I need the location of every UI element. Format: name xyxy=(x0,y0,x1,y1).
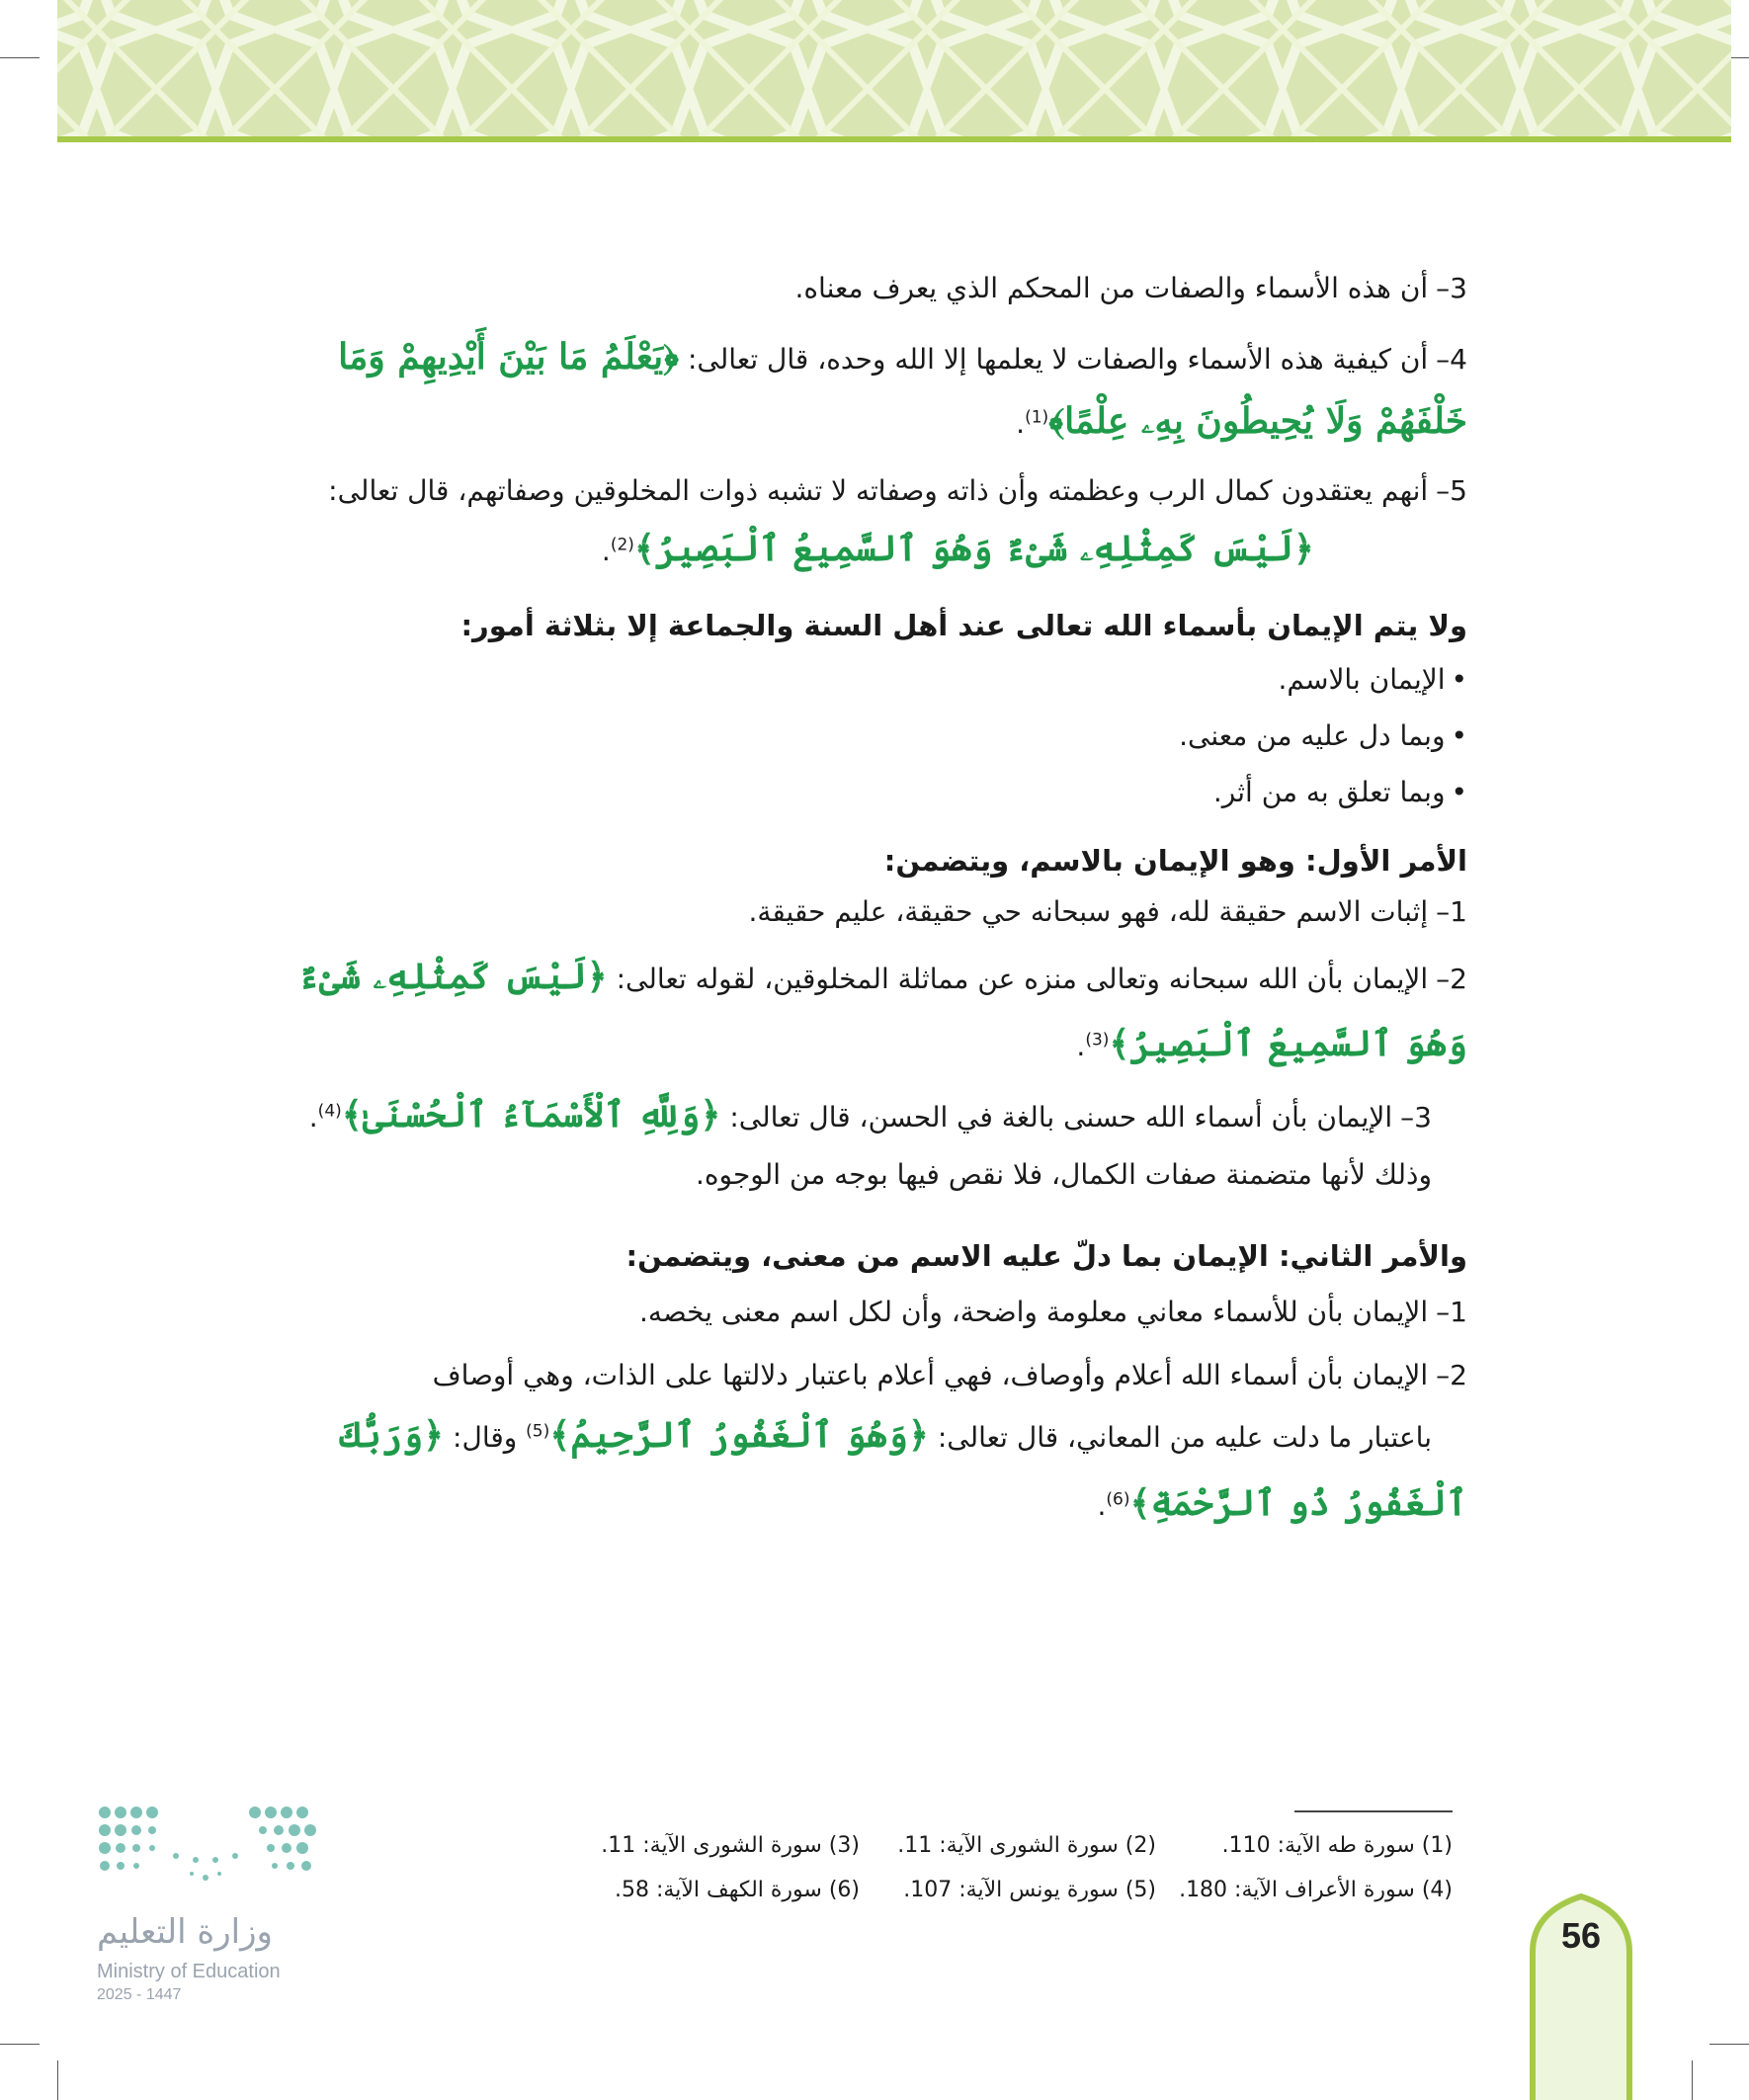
footnote-ref: (3) xyxy=(1085,1030,1110,1050)
crop-mark xyxy=(57,2060,58,2100)
list-item: • الإيمان بالاسم. xyxy=(247,658,1467,703)
first-item-3-explanation: وذلك لأنها متضمنة صفات الكمال، فلا نقص فيها بوجه من الوجوه. xyxy=(695,1158,1432,1192)
item-text: أن هذه الأسماء والصفات من المحكم الذي يعرف معناه. xyxy=(794,272,1429,304)
quran-verse: ﴿وَهُوَ ٱلْغَفُورُ ٱلرَّحِيمُ﴾ xyxy=(549,1414,929,1457)
geometric-pattern-icon xyxy=(57,0,1731,138)
item-4: 4–أن كيفية هذه الأسماء والصفات لا يعلمها إلا الله وحده، قال تعالى: ﴿يَعْلَمُ مَا بَيْنَ أَيْدِيهِمْ وَمَا خَلْفَهُمْ وَلَا يُحِيطُونَ بِهِۦ عِلْمًا﴾$^{(1)}$. xyxy=(338,335,1467,442)
item-text: وقال: xyxy=(444,1421,527,1455)
crop-mark xyxy=(0,57,40,58)
item-number: 5– xyxy=(1436,474,1467,508)
item-text: الإيمان بأن للأسماء معاني معلومة واضحة، وأن لكل اسم معنى يخصه. xyxy=(638,1296,1429,1329)
section-heading-first: الأمر الأول: وهو الإيمان بالاسم، ويتضمن: xyxy=(883,844,1467,879)
list-item: • وبما دل عليه من معنى. xyxy=(247,714,1467,759)
footnote-divider xyxy=(1294,1810,1453,1812)
intro-statement: ولا يتم الإيمان بأسماء الله تعالى عند أهل السنة والجماعة إلا بثلاثة أمور: xyxy=(460,608,1467,642)
first-item-3: 3–الإيمان بأن أسماء الله حسنى بالغة في الحسن، قال تعالى: ﴿وَلِلَّهِ ٱلْأَسْمَآءُ ٱلْحُسْنَىٰ﴾$^{(4)}$. xyxy=(247,1083,1467,1147)
item-number: 2– xyxy=(1436,962,1467,995)
section-heading-second: والأمر الثاني: الإيمان بما دلّ عليه الاسم من معنى، ويتضمن: xyxy=(625,1238,1467,1273)
footnote-ref: (1) xyxy=(1025,407,1049,428)
header-divider xyxy=(57,136,1731,142)
item-text: الإيمان بأن أسماء الله حسنى بالغة في الحسن، قال تعالى: xyxy=(720,1101,1393,1134)
quran-verse: ﴿لَيْسَ كَمِثْلِهِۦ شَىْءٌ وَهُوَ ٱلسَّمِيعُ ٱلْبَصِيرُ﴾ xyxy=(633,527,1314,569)
list-item: • وبما تعلق به من أثر. xyxy=(247,771,1467,815)
item-number: 1– xyxy=(1436,1296,1467,1329)
item-3 xyxy=(247,267,1467,311)
item-text: إثبات الاسم حقيقة لله، فهو سبحانه حي حقيقة، عليم حقيقة. xyxy=(748,894,1429,928)
footnote: (6) سورة الكهف الآية: 58. xyxy=(615,1878,860,1902)
item-text: أن كيفية هذه الأسماء والصفات لا يعلمها إلا الله وحده، قال تعالى: xyxy=(679,342,1429,376)
second-item-1 xyxy=(247,1291,1467,1335)
footnote: (4) سورة الأعراف الآية: 180. xyxy=(1179,1878,1453,1902)
crop-mark xyxy=(0,2044,40,2045)
ministry-name-arabic: وزارة التعليم xyxy=(97,1912,273,1952)
crop-mark xyxy=(1709,2044,1749,2045)
quran-verse: ﴿وَلِلَّهِ ٱلْأَسْمَآءُ ٱلْحُسْنَىٰ﴾ xyxy=(341,1094,721,1136)
footnote-ref: (2) xyxy=(610,535,634,555)
item-text: أنهم يعتقدون كمال الرب وعظمته وأن ذاته وصفاته لا تشبه ذوات المخلوقين وصفاتهم، قال تعالى: xyxy=(328,474,1429,508)
item-number: 2– xyxy=(1436,1359,1467,1392)
footnote-ref: (5) xyxy=(526,1421,550,1442)
quran-verse: ﴿يَعْلَمُ مَا بَيْنَ أَيْدِيهِمْ وَمَا خَلْفَهُمْ وَلَا يُحِيطُونَ بِهِۦ عِلْمًا﴾ xyxy=(338,335,1467,442)
first-item-1 xyxy=(247,890,1467,935)
item-number: 3– xyxy=(1436,272,1467,304)
crop-mark xyxy=(1692,2060,1693,2100)
item-number: 3– xyxy=(1400,1101,1432,1134)
ministry-year: 2025 - 1447 xyxy=(97,1986,182,2003)
item-number: 1– xyxy=(1436,894,1467,928)
footnote: (3) سورة الشورى الآية: 11. xyxy=(601,1833,860,1858)
item-number: 4– xyxy=(1436,342,1467,376)
item-5: 5–أنهم يعتقدون كمال الرب وعظمته وأن ذاته وصفاته لا تشبه ذوات المخلوقين وصفاتهم، قال تعالى: ﴿لَيْسَ كَمِثْلِهِۦ شَىْءٌ وَهُوَ ٱلسَّمِيعُ ٱلْبَصِيرُ﴾$^{(2)}$. xyxy=(247,466,1467,580)
quran-verse: ﴿لَيْسَ كَمِثْلِهِۦ شَىْءٌ وَهُوَ ٱلسَّمِيعُ ٱلْبَصِيرُ﴾ xyxy=(297,955,1467,1064)
ministry-name-english: Ministry of Education xyxy=(97,1961,281,1982)
footnote-ref: (6) xyxy=(1106,1489,1130,1510)
footnote: (5) سورة يونس الآية: 107. xyxy=(903,1878,1156,1902)
footnote: (1) سورة طه الآية: 110. xyxy=(1221,1833,1453,1858)
item-text: باعتبار ما دلت عليه من المعاني، قال تعالى: xyxy=(928,1421,1432,1455)
item-text: الإيمان بأن الله سبحانه وتعالى منزه عن مماثلة المخلوقين، لقوله تعالى: xyxy=(607,962,1429,995)
page-number: 56 xyxy=(1560,1915,1602,1956)
item-text: الإيمان بأن أسماء الله أعلام وأوصاف، فهي أعلام باعتبار دلالتها على الذات، وهي أوصاف xyxy=(432,1359,1429,1392)
footnote: (2) سورة الشورى الآية: 11. xyxy=(897,1833,1156,1858)
footnote-ref: (4) xyxy=(317,1102,342,1122)
header-pattern xyxy=(57,0,1731,138)
quran-verse: ﴿وَرَبُّكَ ٱلْغَفُورُ ذُو ٱلرَّحْمَةِ﴾ xyxy=(339,1414,1467,1524)
first-item-2: 2–الإيمان بأن الله سبحانه وتعالى منزه عن مماثلة المخلوقين، لقوله تعالى: ﴿لَيْسَ كَمِثْلِهِۦ شَىْءٌ وَهُوَ ٱلسَّمِيعُ ٱلْبَصِيرُ﴾$^{(3)}$. xyxy=(247,943,1467,1078)
main-content xyxy=(247,267,1467,1537)
second-item-2: 2–الإيمان بأن أسماء الله أعلام وأوصاف، فهي أعلام باعتبار دلالتها على الذات، وهي أوصاف باعتبار ما دلت عليه من المعاني، قال تعالى: ﴿وَهُوَ ٱلْغَفُورُ ٱلرَّحِيمُ﴾$^{(5)}$ وقال: ﴿وَرَبُّكَ ٱلْغَفُورُ ذُو ٱلرَّحْمَةِ﴾$^{(6)}$. xyxy=(247,1349,1467,1537)
